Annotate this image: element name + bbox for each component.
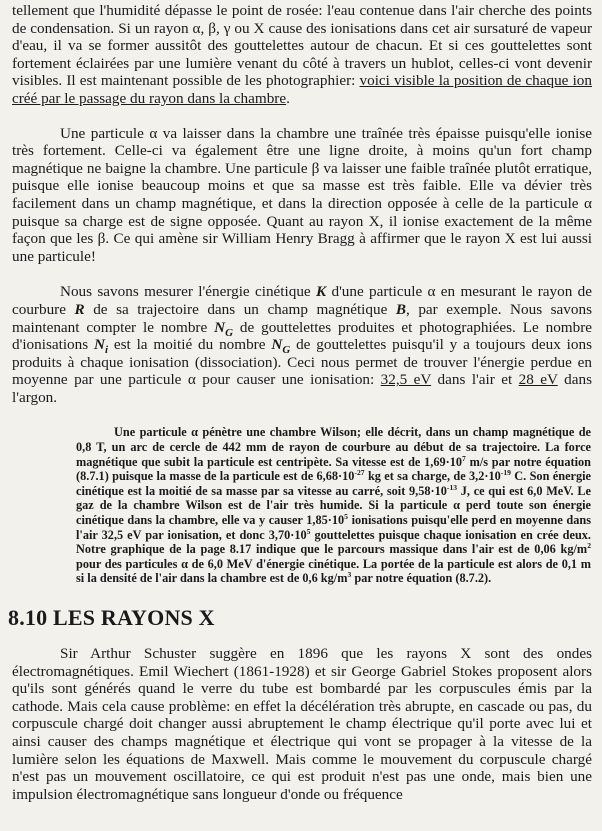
paragraph-text: tellement que l'humidité dépasse le point de rosée: l'eau contenue dans l'air cherche des points de condensation. Si un rayon α, β, γ ou X cause des ionisations dans cet air sursaturé de vapeur d'eau, il va se former aussitôt des gouttelettes autour de chacun. Et si ces gouttelettes sont fortement éclairées par une lumière venant du côté à travers un hublot, celles-ci vont devenir visibles. Il est maintenant possible de les photographier: [12,2,592,90]
value-argon: 28 eV [518,371,558,389]
paragraph-x-rays: Sir Arthur Schuster suggère en 1896 que les rayons X sont des ondes électromagnétiques. Emil Wiechert (1861-1928) et sir George Gabriel Stokes proposent alors qu'ils sont générés quand le verre du tube est bombardé par les corpuscules émis par la cathode. Mais cela cause problème: en effet la décélération très abrupte, en cascade ou pas, du corpuscule chargé doit changer aussi abruptement le champ électrique qu'il porte avec lui et ainsi causer des champs magnétique et électrique qui vont se propager à la vitesse de la lumière selon les équations de Maxwell. Mais comme le mouvement du corpuscule chargé n'est pas un mouvement oscillatoire, ce qui est produit n'est pas une onde, mais bien une impulsion électromagnétique sans longueur d'onde ou fréquence [12,645,592,803]
paragraph-wilson-chamber [12,2,592,108]
symbol-Ni: $N_i$ [94,336,109,357]
paragraph-kinetic-energy: Nous savons mesurer l'énergie cinétique K d'une particule α en mesurant le rayon de courbure R de sa trajectoire dans un champ magnétique B, par exemple. Nous savons maintenant compter le nombre $N_G$ de gouttelettes produites et photographiées. Le nombre d'ionisations $N_i$ est la moitié du nombre $N_G$ de gouttelettes puisqu'il y a toujours deux ions produits à chaque ionisation (dissociation). Ceci nous permet de trouver l'énergie perdue en moyenne par une particule α pour causer une ionisation: 32,5 eV dans l'air et 28 eV dans l'argon. [12,283,593,406]
underlined-phrase: voici visible la position de chaque ion créé par le passage du rayon dans la chambre [12,72,592,107]
section-heading: 8.10 LES RAYONS X [8,605,215,630]
symbol-NG: $N_G$ [271,336,291,357]
document-page [8,2,593,803]
symbol-B: B [395,300,406,318]
worked-example: Une particule α pénètre une chambre Wilson; elle décrit, dans un champ magnétique de 0,8 T, un arc de cercle de 442 mm de rayon de courbure au début de sa trajectoire. La force magnétique que subit la particule est centripète. Sa vitesse est de $1,69\cdot 10^7$ m/s par notre équation (8.7.1) puisque la masse de la particule est de $6,68\cdot 10^{-27}$ kg et sa charge, de $3,2\cdot 10^{-19}$ C. Son énergie cinétique est la moitié de sa masse par sa vitesse au carré, soit $9,58\cdot 10^{-13}$ J, ce qui est 6,0 MeV. Le gaz de la chambre Wilson est de l'air très humide. Si la particule α perd toute son énergie cinétique dans la chambre, elle va y causer $1,85\cdot 10^5$ ionisations puisqu'elle perd en moyenne dans l'air 32,5 eV par ionisation, et donc $3,70\cdot 10^5$ gouttelettes puisque chaque ionisation en crée deux. Notre graphique de la page 8.17 indique que le parcours massique dans l'air est de 0,06 $kg/m^2$ pour des particules α de 6,0 MeV d'énergie cinétique. La portée de la particule est alors de 0,1 m si la densité de l'air dans la chambre est de 0,6 $kg/m^3$ par notre équation (8.7.2). [76,425,592,586]
symbol-R: R [74,300,85,318]
paragraph-text: . [286,89,290,107]
paragraph-particle-tracks: Une particule α va laisser dans la chambre une traînée très épaisse puisqu'elle ionise très fortement. Celle-ci va également être une ligne droite, à moins qu'un fort champ magnétique ne baigne la chambre. Une particule β va laisser une faible traînée plutôt erratique, puisque elle ionise beaucoup moins et que sa masse est très faible. Elle va dévier très facilement dans un champ magnétique, et dans la direction opposée à celle de la particule α puisque sa charge est de signe opposée. Quant au rayon X, il ionise exactement de la même façon que les β. Ce qui amène sir William Henry Bragg à affirmer que le rayon X est lui aussi une particule! [12,124,592,265]
value-air: 32,5 eV [380,371,432,389]
symbol-K: K [316,283,327,301]
symbol-NG: $N_G$ [214,318,233,339]
